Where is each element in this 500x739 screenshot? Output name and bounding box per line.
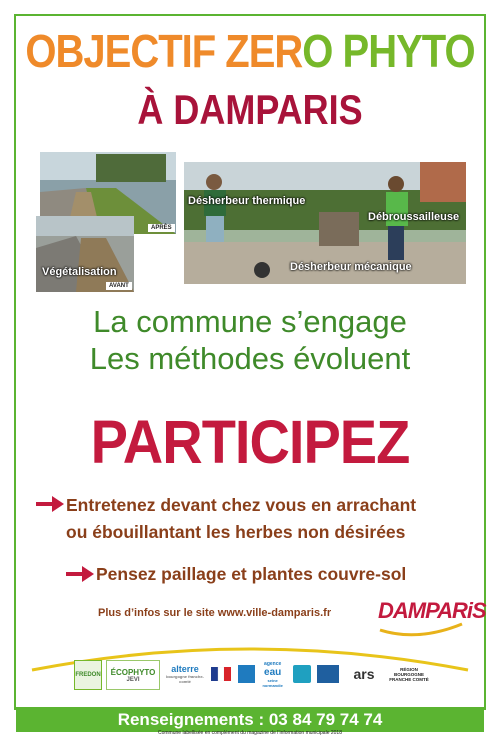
title-line1 bbox=[0, 27, 500, 78]
water-icon bbox=[238, 665, 255, 683]
partner-logos bbox=[64, 656, 436, 692]
photo-methodes bbox=[184, 162, 466, 284]
arrow-icon bbox=[66, 566, 94, 582]
damparis-logo: DAMPARiS bbox=[378, 598, 486, 623]
logo-ecophyto-text: ÉCOPHYTO bbox=[110, 667, 156, 677]
footnote: Commune labellisée en complément du magazine de l’information municipale 2018 bbox=[158, 730, 342, 736]
bullet-1-line1: Entretenez devant chez vous en arrachant bbox=[66, 495, 417, 515]
footer-band: Renseignements : 03 84 79 74 74 bbox=[16, 707, 484, 732]
label-mecanique: Désherbeur mécanique bbox=[290, 261, 412, 273]
flag-icon bbox=[211, 667, 231, 681]
logo-ecophyto bbox=[106, 660, 160, 690]
logo-region bbox=[386, 660, 432, 688]
slogan-line2: Les méthodes évoluent bbox=[89, 341, 411, 376]
title-part-orange: OBJECTIF ZER bbox=[25, 26, 303, 78]
logo-alterre-sub: bourgogne franche-comté bbox=[166, 674, 204, 684]
damparis-logo-swoosh bbox=[378, 622, 464, 642]
logo-jevi-text: JEVI bbox=[126, 676, 140, 683]
logo-alterre bbox=[164, 660, 206, 688]
logo-republique bbox=[210, 660, 232, 688]
tag-apres: APRÈS bbox=[148, 224, 175, 232]
title-line2: À DAMPARIS bbox=[137, 85, 363, 133]
logo-ars-text: ars bbox=[353, 666, 375, 682]
slogan-line1: La commune s’engage bbox=[93, 304, 407, 339]
agency-icon bbox=[317, 665, 339, 683]
photo-vegetalisation bbox=[36, 152, 176, 292]
logo-fredon-text: FREDON bbox=[75, 672, 101, 678]
arrow-icon bbox=[36, 496, 64, 512]
ae-icon bbox=[293, 665, 311, 683]
logo-eau-line2: eau bbox=[264, 666, 282, 678]
tag-avant: AVANT bbox=[106, 282, 132, 290]
logo-ae bbox=[292, 660, 312, 688]
bullet-1-line2: ou ébouillantant les herbes non désirées bbox=[66, 522, 406, 542]
title-part-green: O PHYTO bbox=[302, 26, 475, 78]
logo-fredon bbox=[74, 660, 102, 690]
label-vegetalisation: Végétalisation bbox=[42, 266, 117, 278]
label-debroussailleuse: Débroussailleuse bbox=[368, 211, 460, 223]
logo-ars bbox=[346, 660, 382, 688]
website-info: Plus d’infos sur le site www.ville-damparis.fr bbox=[98, 607, 332, 619]
label-thermique: Désherbeur thermique bbox=[188, 195, 306, 207]
bullet-2: Pensez paillage et plantes couvre-sol bbox=[96, 564, 407, 584]
logo-alterre-text: alterre bbox=[171, 664, 199, 674]
logo-agence-eau-text bbox=[257, 661, 288, 688]
logo-agence-bleue bbox=[316, 660, 340, 688]
call-to-action: PARTICIPEZ bbox=[90, 406, 410, 477]
logo-eau-line1: agence bbox=[264, 660, 282, 667]
logo-eau-line3: seine normandie bbox=[262, 677, 283, 688]
logo-agence-eau bbox=[238, 660, 288, 688]
logo-region-text: RÉGION BOURGOGNE FRANCHE COMTÉ bbox=[389, 666, 429, 682]
